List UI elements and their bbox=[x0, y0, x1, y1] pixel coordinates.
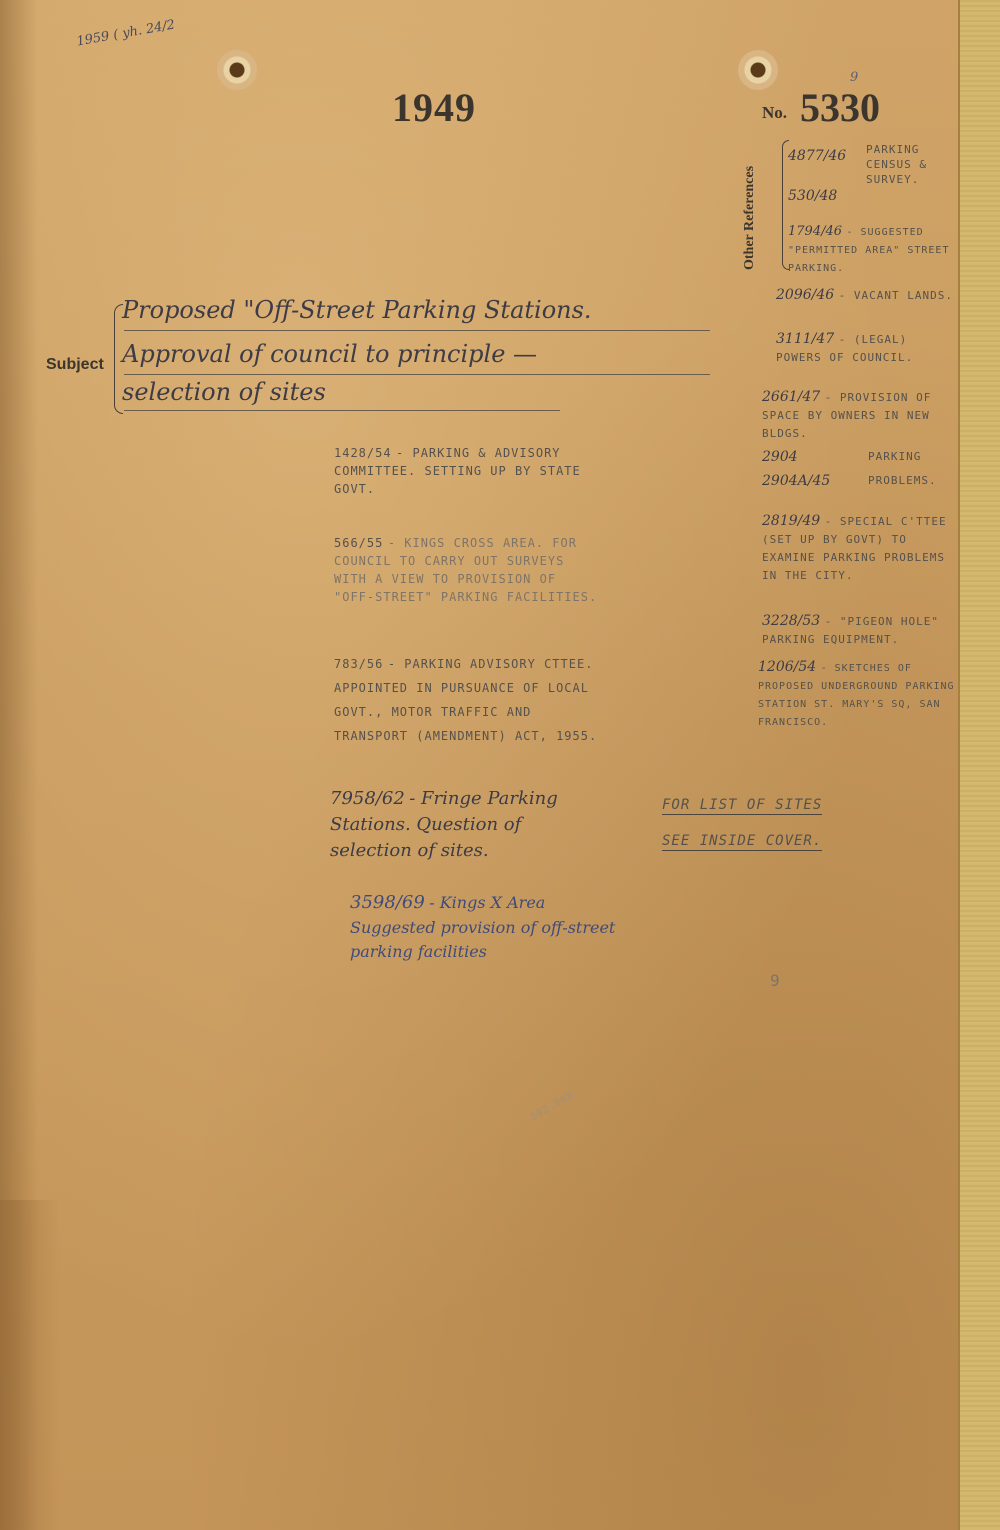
reference-number: 3228/53 bbox=[762, 613, 821, 629]
other-references-label: Other References bbox=[742, 165, 757, 270]
reference-number: 2096/46 bbox=[776, 287, 835, 303]
reference-item bbox=[762, 472, 958, 490]
centre-note bbox=[334, 534, 604, 606]
subject-rule-3 bbox=[124, 410, 560, 411]
faint-catalogue-number: 392.008 bbox=[528, 1089, 577, 1124]
reference-number: 3111/47 bbox=[776, 331, 835, 347]
reference-note: - (LEGAL) POWERS OF COUNCIL. bbox=[776, 333, 914, 364]
number-label: No. bbox=[762, 103, 788, 122]
subject-line-3: selection of sites bbox=[122, 378, 326, 406]
later-note-ref: 3598/69 bbox=[350, 892, 425, 913]
reference-item bbox=[788, 143, 958, 186]
reference-note: - "PIGEON HOLE" PARKING EQUIPMENT. bbox=[762, 615, 939, 646]
reference-item bbox=[776, 330, 956, 366]
reference-note: - SKETCHES OF PROPOSED UNDERGROUND PARKING STATION ST. MARY'S SQ, SAN FRANCISCO. bbox=[758, 663, 955, 728]
file-number: 5330 bbox=[800, 85, 880, 130]
reference-item bbox=[758, 658, 958, 730]
later-note bbox=[330, 786, 590, 864]
reference-note: - SPECIAL C'TTEE (SET UP BY GOVT) TO EXAMINE PARKING PROBLEMS IN THE CITY. bbox=[762, 515, 947, 582]
reference-item bbox=[762, 612, 958, 648]
subject-line-2: Approval of council to principle — bbox=[122, 340, 538, 368]
reference-number: 1206/54 bbox=[758, 659, 817, 675]
centre-note-ref: 1428/54 bbox=[334, 446, 392, 460]
reference-number: 2904 bbox=[762, 449, 798, 465]
centre-note bbox=[334, 652, 604, 748]
reference-item bbox=[762, 388, 958, 442]
reference-item bbox=[776, 286, 956, 304]
reference-number: 530/48 bbox=[788, 188, 838, 204]
reference-note: - SUGGESTED "PERMITTED AREA" STREET PARKING. bbox=[788, 227, 950, 274]
reference-item bbox=[762, 448, 958, 466]
subject-line-1: Proposed "Off-Street Parking Stations. bbox=[122, 296, 592, 324]
file-year: 1949 bbox=[392, 85, 476, 130]
reference-note: - VACANT LANDS. bbox=[838, 289, 953, 302]
reference-number: 2661/47 bbox=[762, 389, 821, 405]
reference-note: PARKING CENSUS & SURVEY. bbox=[866, 143, 927, 186]
reference-item bbox=[788, 188, 837, 204]
worn-corner bbox=[0, 1200, 60, 1530]
center-mark: 9 bbox=[770, 971, 781, 990]
punch-hole-right bbox=[738, 50, 778, 90]
reference-note: PARKING bbox=[868, 450, 922, 463]
centre-note-text: - PARKING ADVISORY CTTEE. APPOINTED IN PURSUANCE OF LOCAL GOVT., MOTOR TRAFFIC AND TRANSPORT (AMENDMENT) ACT, 1955. bbox=[334, 657, 598, 743]
reference-number: 1794/46 bbox=[788, 224, 843, 239]
reference-number: 2904A/45 bbox=[762, 473, 831, 489]
punch-hole-left bbox=[217, 50, 257, 90]
subject-label: Subject bbox=[46, 356, 104, 373]
centre-note-text: - PARKING & ADVISORY COMMITTEE. SETTING UP BY STATE GOVT. bbox=[334, 446, 581, 496]
later-note bbox=[350, 890, 620, 964]
centre-note-text: - KINGS CROSS AREA. FOR COUNCIL TO CARRY OUT SURVEYS WITH A VIEW TO PROVISION OF "OFF-STREET" PARKING FACILITIES. bbox=[334, 536, 598, 604]
reference-number: 4877/46 bbox=[788, 148, 847, 164]
sites-note-text-2: SEE INSIDE COVER. bbox=[662, 833, 823, 849]
corner-mark: 9 bbox=[850, 70, 859, 85]
reference-note: - PROVISION OF SPACE BY OWNERS IN NEW BLDGS. bbox=[762, 391, 932, 440]
sites-note-line-1 bbox=[662, 796, 822, 815]
later-note-text: - Kings X Area Suggested provision of off-street parking facilities bbox=[350, 893, 616, 961]
folder-spine-strip bbox=[958, 0, 1000, 1530]
later-note-text: - Fringe Parking Stations. Question of selection of sites. bbox=[330, 788, 558, 861]
reference-item bbox=[788, 222, 958, 276]
sites-note-line-2 bbox=[662, 832, 822, 851]
reference-note: PROBLEMS. bbox=[868, 474, 937, 487]
sites-note-text-1: FOR LIST OF SITES bbox=[662, 797, 823, 813]
later-note-ref: 7958/62 bbox=[330, 788, 405, 809]
reference-number: 2819/49 bbox=[762, 513, 821, 529]
reference-item bbox=[762, 512, 958, 584]
centre-note bbox=[334, 444, 604, 498]
corner-note: 1959 ( yh. 24/2 bbox=[75, 17, 177, 50]
subject-rule-1 bbox=[124, 330, 710, 331]
centre-note-ref: 783/56 bbox=[334, 657, 384, 671]
centre-note-ref: 566/55 bbox=[334, 536, 384, 550]
subject-rule-2 bbox=[124, 374, 710, 375]
